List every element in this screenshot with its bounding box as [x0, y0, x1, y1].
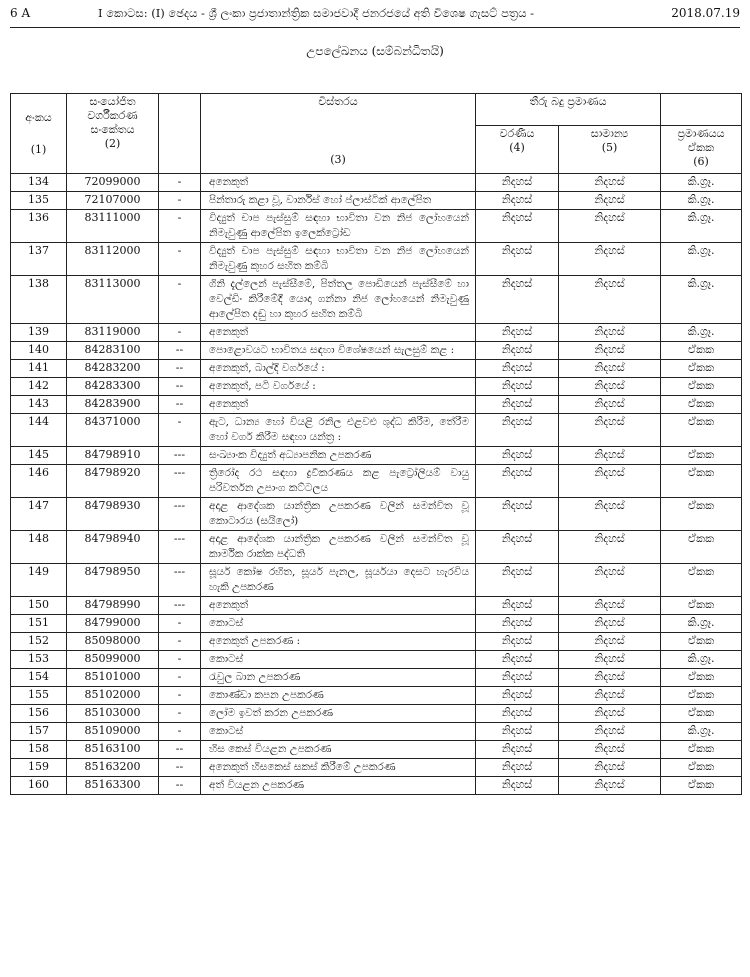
- general-duty: නිදහස්: [559, 342, 661, 360]
- row-number: 154: [11, 669, 67, 687]
- row-description: කොටස්: [201, 723, 476, 741]
- row-number: 156: [11, 705, 67, 723]
- general-duty: නිදහස්: [559, 396, 661, 414]
- preferential-duty: නිදහස්: [476, 564, 559, 597]
- table-row: [11, 723, 742, 741]
- row-description: කොණ්ඩා කපන උපකරණ: [201, 687, 476, 705]
- row-description: සංඛ්‍යාංක විද්‍යුත් අධ්‍යාපනික උපකරණ: [201, 447, 476, 465]
- table-row: [11, 564, 742, 597]
- quantity-unit: කි.ග්‍රෑ.: [661, 276, 742, 324]
- table-row: [11, 378, 742, 396]
- row-dash: -: [159, 669, 201, 687]
- table-row: [11, 414, 742, 447]
- row-description: ත්‍රිරෝද රථ සඳහා ද්‍රවීකරණය කළ පැට්‍රෝලියම් වායු පරිවර්තන උපාංග කට්ටලය: [201, 465, 476, 498]
- quantity-unit: ඒකක: [661, 396, 742, 414]
- col-5-num: (5): [601, 141, 618, 154]
- row-dash: --: [159, 396, 201, 414]
- row-dash: -: [159, 174, 201, 192]
- row-dash: -: [159, 687, 201, 705]
- col-3-label: විස්තරය: [318, 95, 358, 108]
- general-duty: නිදහස්: [559, 741, 661, 759]
- col-header-general: [559, 126, 661, 174]
- row-dash: ---: [159, 447, 201, 465]
- row-number: 137: [11, 243, 67, 276]
- quantity-unit: කි.ග්‍රෑ.: [661, 192, 742, 210]
- general-duty: නිදහස්: [559, 651, 661, 669]
- hs-code: 83112000: [67, 243, 159, 276]
- table-row: [11, 243, 742, 276]
- row-number: 151: [11, 615, 67, 633]
- hs-code: 85163100: [67, 741, 159, 759]
- preferential-duty: නිදහස්: [476, 360, 559, 378]
- quantity-unit: කි.ග්‍රෑ.: [661, 651, 742, 669]
- table-row: [11, 192, 742, 210]
- quantity-unit: කි.ග්‍රෑ.: [661, 324, 742, 342]
- col-3-num: (3): [330, 153, 346, 166]
- hs-code: 84798990: [67, 597, 159, 615]
- general-duty: නිදහස්: [559, 414, 661, 447]
- row-description: හිස කෙස් වියළන උපකරණ: [201, 741, 476, 759]
- preferential-duty: නිදහස්: [476, 498, 559, 531]
- quantity-unit: ඒකක: [661, 777, 742, 795]
- quantity-unit: ඒකක: [661, 759, 742, 777]
- preferential-duty: නිදහස්: [476, 192, 559, 210]
- col-header-blank: [661, 94, 742, 126]
- col-header-number: [11, 94, 67, 174]
- table-row: [11, 687, 742, 705]
- quantity-unit: ඒකක: [661, 633, 742, 651]
- general-duty: නිදහස්: [559, 759, 661, 777]
- general-duty: නිදහස්: [559, 210, 661, 243]
- hs-code: 85099000: [67, 651, 159, 669]
- row-description: රැවුල බාන උපකරණ: [201, 669, 476, 687]
- row-dash: ---: [159, 498, 201, 531]
- table-body: [11, 174, 742, 795]
- general-duty: නිදහස්: [559, 633, 661, 651]
- page-header: [10, 6, 740, 26]
- col-2-num: (2): [104, 137, 121, 150]
- col-header-preferential: [476, 126, 559, 174]
- row-number: 146: [11, 465, 67, 498]
- general-duty: නිදහස්: [559, 447, 661, 465]
- row-dash: ---: [159, 531, 201, 564]
- hs-code: 85109000: [67, 723, 159, 741]
- row-description: අනෙකුත්: [201, 324, 476, 342]
- hs-code: 83113000: [67, 276, 159, 324]
- preferential-duty: නිදහස්: [476, 378, 559, 396]
- table-row: [11, 342, 742, 360]
- general-duty: නිදහස්: [559, 564, 661, 597]
- quantity-unit: කි.ග්‍රෑ.: [661, 723, 742, 741]
- row-dash: --: [159, 741, 201, 759]
- col-4-label: වරණීය: [499, 127, 535, 140]
- preferential-duty: නිදහස්: [476, 174, 559, 192]
- quantity-unit: ඒකක: [661, 564, 742, 597]
- header-rule: [10, 27, 740, 28]
- quantity-unit: කි.ග්‍රෑ.: [661, 210, 742, 243]
- row-dash: -: [159, 210, 201, 243]
- row-dash: --: [159, 360, 201, 378]
- quantity-unit: ඒකක: [661, 531, 742, 564]
- row-description: අත් වියළන උපකරණ: [201, 777, 476, 795]
- preferential-duty: නිදහස්: [476, 210, 559, 243]
- hs-code: 85101000: [67, 669, 159, 687]
- general-duty: නිදහස්: [559, 378, 661, 396]
- quantity-unit: ඒකක: [661, 741, 742, 759]
- preferential-duty: නිදහස්: [476, 243, 559, 276]
- page-number: 6 A: [10, 6, 31, 20]
- quantity-unit: ඒකක: [661, 597, 742, 615]
- row-dash: --: [159, 759, 201, 777]
- col-header-unit: [661, 126, 742, 174]
- preferential-duty: නිදහස්: [476, 414, 559, 447]
- general-duty: නිදහස්: [559, 276, 661, 324]
- hs-code: 84798940: [67, 531, 159, 564]
- general-duty: නිදහස්: [559, 324, 661, 342]
- quantity-unit: කි.ග්‍රෑ.: [661, 243, 742, 276]
- hs-code: 85098000: [67, 633, 159, 651]
- row-number: 142: [11, 378, 67, 396]
- table-row: [11, 531, 742, 564]
- table-row: [11, 447, 742, 465]
- row-dash: -: [159, 324, 201, 342]
- quantity-unit: ඒකක: [661, 687, 742, 705]
- table-row: [11, 669, 742, 687]
- row-description: ඇට, ධාන්‍ය හෝ වියළි රනිල එළවළු ශුද්ධ කිරීම, තේරීම හෝ වර්ග කිරීම සඳහා යන්ත්‍ර :: [201, 414, 476, 447]
- row-number: 147: [11, 498, 67, 531]
- row-dash: -: [159, 276, 201, 324]
- hs-code: 84283100: [67, 342, 159, 360]
- hs-code: 85163200: [67, 759, 159, 777]
- row-number: 148: [11, 531, 67, 564]
- preferential-duty: නිදහස්: [476, 615, 559, 633]
- hs-code: 84798930: [67, 498, 159, 531]
- general-duty: නිදහස්: [559, 531, 661, 564]
- row-dash: -: [159, 723, 201, 741]
- preferential-duty: නිදහස්: [476, 396, 559, 414]
- row-dash: -: [159, 414, 201, 447]
- row-description: විද්‍යුත් චාප පැස්සුම් සඳහා භාවිතා වන නිජ ලෝහයෙන් නිමැවුණු කුහර සහිත කම්බි: [201, 243, 476, 276]
- row-description: ලෝම ඉවත් කරන උපකරණ: [201, 705, 476, 723]
- row-description: පොළොවයට භාවිතය සඳහා විශේෂයෙන් සැලසුම් කළ :: [201, 342, 476, 360]
- table-row: [11, 759, 742, 777]
- row-dash: --: [159, 342, 201, 360]
- row-description: අනෙකුත් හිසකෙස් සකස් කිරීමේ උපකරණ: [201, 759, 476, 777]
- col-6-label: ප්‍රමාණයය ඒකක: [677, 127, 725, 154]
- quantity-unit: ඒකක: [661, 447, 742, 465]
- general-duty: නිදහස්: [559, 243, 661, 276]
- col-5-label: සාමාන්‍ය: [590, 127, 629, 140]
- general-duty: නිදහස්: [559, 705, 661, 723]
- table-row: [11, 651, 742, 669]
- quantity-unit: ඒකක: [661, 465, 742, 498]
- table-row: [11, 705, 742, 723]
- row-description: පින්තාරු කළා වූ, වාර්නිස් හෝ ප්ලාස්ටික් ආලේපිත: [201, 192, 476, 210]
- table-row: [11, 396, 742, 414]
- schedule-title: උපලේඛනය (සම්බන්ධිතයි): [306, 44, 444, 58]
- col-header-description: [201, 94, 476, 174]
- hs-code: 72107000: [67, 192, 159, 210]
- row-dash: -: [159, 705, 201, 723]
- row-description: ගිනි දැල්ලෙන් පැස්සීමේ, පිත්තල පොඩියෙන් පැස්සීමේ හා වෙල්ඩිං කිරීමේදී යොදා ගන්නා නිජ ලෝහයෙන් නිමැවුණු ආලේපිත දඬු හා කුහර සහිත කම්බි: [201, 276, 476, 324]
- row-dash: -: [159, 192, 201, 210]
- table-row: [11, 597, 742, 615]
- hs-code: 72099000: [67, 174, 159, 192]
- row-dash: ---: [159, 465, 201, 498]
- quantity-unit: කි.ග්‍රෑ.: [661, 615, 742, 633]
- quantity-unit: කි.ග්‍රෑ.: [661, 174, 742, 192]
- hs-code: 83111000: [67, 210, 159, 243]
- hs-code: 85163300: [67, 777, 159, 795]
- general-duty: නිදහස්: [559, 360, 661, 378]
- quantity-unit: ඒකක: [661, 498, 742, 531]
- general-duty: නිදහස්: [559, 777, 661, 795]
- row-number: 141: [11, 360, 67, 378]
- row-dash: -: [159, 633, 201, 651]
- preferential-duty: නිදහස්: [476, 651, 559, 669]
- general-duty: නිදහස්: [559, 465, 661, 498]
- quantity-unit: ඒකක: [661, 342, 742, 360]
- row-number: 152: [11, 633, 67, 651]
- row-number: 135: [11, 192, 67, 210]
- col-header-code: [67, 94, 159, 174]
- row-description: අනෙකුත්, බාල්දි වර්ගයේ :: [201, 360, 476, 378]
- preferential-duty: නිදහස්: [476, 687, 559, 705]
- hs-code: 85102000: [67, 687, 159, 705]
- table-row: [11, 633, 742, 651]
- preferential-duty: නිදහස්: [476, 741, 559, 759]
- table-row: [11, 210, 742, 243]
- quantity-unit: ඒකක: [661, 414, 742, 447]
- row-dash: -: [159, 651, 201, 669]
- row-number: 144: [11, 414, 67, 447]
- hs-code: 84371000: [67, 414, 159, 447]
- row-dash: --: [159, 378, 201, 396]
- row-number: 150: [11, 597, 67, 615]
- table-row: [11, 174, 742, 192]
- general-duty: නිදහස්: [559, 723, 661, 741]
- col-6-num: (6): [693, 155, 709, 168]
- preferential-duty: නිදහස්: [476, 597, 559, 615]
- quantity-unit: ඒකක: [661, 378, 742, 396]
- table-row: [11, 777, 742, 795]
- table-row: [11, 615, 742, 633]
- general-duty: නිදහස්: [559, 669, 661, 687]
- col-header-duty: තීරු බදු ප්‍රමාණය: [476, 94, 661, 126]
- row-number: 158: [11, 741, 67, 759]
- row-description: අනෙකුත්: [201, 174, 476, 192]
- row-number: 140: [11, 342, 67, 360]
- row-description: අනෙකුත් උපකරණ :: [201, 633, 476, 651]
- preferential-duty: නිදහස්: [476, 276, 559, 324]
- hs-code: 83119000: [67, 324, 159, 342]
- hs-code: 84283200: [67, 360, 159, 378]
- preferential-duty: නිදහස්: [476, 777, 559, 795]
- general-duty: නිදහස්: [559, 498, 661, 531]
- preferential-duty: නිදහස්: [476, 342, 559, 360]
- general-duty: නිදහස්: [559, 174, 661, 192]
- preferential-duty: නිදහස්: [476, 705, 559, 723]
- general-duty: නිදහස්: [559, 687, 661, 705]
- row-description: අනෙකුත්: [201, 597, 476, 615]
- row-number: 134: [11, 174, 67, 192]
- preferential-duty: නිදහස්: [476, 447, 559, 465]
- row-description: කොටස්: [201, 615, 476, 633]
- hs-code: 84798910: [67, 447, 159, 465]
- preferential-duty: නිදහස්: [476, 759, 559, 777]
- table-row: [11, 498, 742, 531]
- hs-code: 84798920: [67, 465, 159, 498]
- preferential-duty: නිදහස්: [476, 465, 559, 498]
- row-number: 157: [11, 723, 67, 741]
- preferential-duty: නිදහස්: [476, 633, 559, 651]
- row-number: 143: [11, 396, 67, 414]
- gazette-title: I කොටස: (I) ඡෙදය - ශ්‍රී ලංකා ප්‍රජාතාන්ත්‍රික සමාජවාදී ජනරජයේ අති විශෙෂ ගැසට් පත්‍රය -: [98, 6, 534, 20]
- tariff-table: [10, 93, 742, 795]
- row-dash: -: [159, 615, 201, 633]
- table-row: [11, 276, 742, 324]
- hs-code: 84283300: [67, 378, 159, 396]
- table-row: [11, 324, 742, 342]
- row-description: කොටස්: [201, 651, 476, 669]
- row-description: අනෙකුත්, පටි වර්ගයේ :: [201, 378, 476, 396]
- row-dash: -: [159, 243, 201, 276]
- row-number: 159: [11, 759, 67, 777]
- preferential-duty: නිදහස්: [476, 324, 559, 342]
- row-number: 155: [11, 687, 67, 705]
- hs-code: 84799000: [67, 615, 159, 633]
- hs-code: 84798950: [67, 564, 159, 597]
- row-number: 136: [11, 210, 67, 243]
- col-header-dash: [159, 94, 201, 174]
- quantity-unit: ඒකක: [661, 705, 742, 723]
- row-dash: ---: [159, 564, 201, 597]
- row-dash: --: [159, 777, 201, 795]
- preferential-duty: නිදහස්: [476, 531, 559, 564]
- general-duty: නිදහස්: [559, 615, 661, 633]
- quantity-unit: ඒකක: [661, 669, 742, 687]
- row-description: අදාළ ආදේශක යාන්ත්‍රික උපකරණ වලින් සමන්විත වූ කාර්මික රාක්ක පද්ධති: [201, 531, 476, 564]
- row-number: 153: [11, 651, 67, 669]
- row-number: 138: [11, 276, 67, 324]
- row-description: විද්‍යුත් චාප පැස්සුම් සඳහා භාවිතා වන නිජ ලෝහයෙන් නිමැවුණු ආලේපිත ඉලෙක්ට්‍රෝඩ: [201, 210, 476, 243]
- hs-code: 85103000: [67, 705, 159, 723]
- row-number: 139: [11, 324, 67, 342]
- row-description: අනෙකුත්: [201, 396, 476, 414]
- row-number: 160: [11, 777, 67, 795]
- row-number: 149: [11, 564, 67, 597]
- row-description: සූර්ය කෝෂ රහිත, සූර්ය පැනල, සූර්යයා දෙසට හැරවිය හැකි උපකරණ: [201, 564, 476, 597]
- gazette-date: 2018.07.19: [671, 6, 740, 20]
- row-description: අදාළ ආදේශක යාන්ත්‍රික උපකරණ වලින් සමන්විත වූ කොටාරය (සයිලෝ): [201, 498, 476, 531]
- quantity-unit: ඒකක: [661, 360, 742, 378]
- table-row: [11, 465, 742, 498]
- preferential-duty: නිදහස්: [476, 723, 559, 741]
- general-duty: නිදහස්: [559, 597, 661, 615]
- general-duty: නිදහස්: [559, 192, 661, 210]
- row-dash: ---: [159, 597, 201, 615]
- table-row: [11, 741, 742, 759]
- col-2-label: සංයෝජිත වර්ගීකරණ සංකේතය: [87, 95, 138, 136]
- col-4-num: (4): [509, 141, 525, 154]
- preferential-duty: නිදහස්: [476, 669, 559, 687]
- col-1-num: (1): [30, 143, 47, 156]
- hs-code: 84283900: [67, 396, 159, 414]
- table-row: [11, 360, 742, 378]
- col-1-label: අංකය: [25, 111, 52, 124]
- row-number: 145: [11, 447, 67, 465]
